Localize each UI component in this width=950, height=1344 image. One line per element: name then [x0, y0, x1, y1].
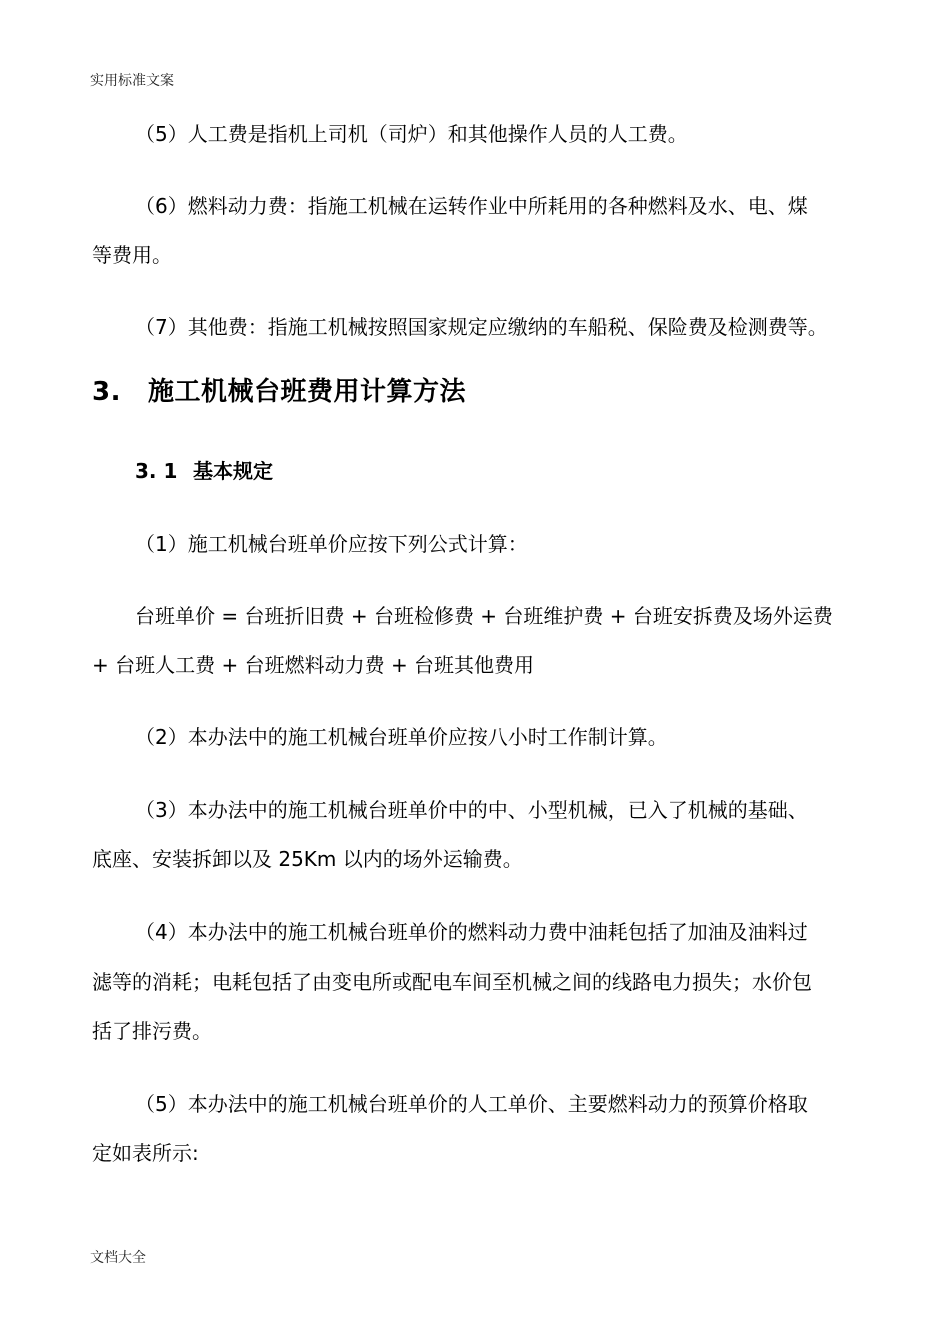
rule-2-eight-hour: （2）本办法中的施工机械台班单价应按八小时工作制计算。: [135, 725, 668, 749]
formula-line1: 台班单价 = 台班折旧费 + 台班检修费 + 台班维护费 + 台班安拆费及场外运费: [135, 604, 833, 628]
page-footer: 文档大全: [90, 1250, 146, 1266]
paragraph-labor-cost: （5）人工费是指机上司机（司炉）和其他操作人员的人工费。: [135, 122, 688, 146]
paragraph-other-cost: （7）其他费：指施工机械按照国家规定应缴纳的车船税、保险费及检测费等。: [135, 315, 828, 339]
section-number: 3.: [92, 377, 121, 407]
rule-5-line2: 定如表所示:: [92, 1141, 199, 1165]
section-heading: [92, 372, 466, 412]
rule-4-line1: （4）本办法中的施工机械台班单价的燃料动力费中油耗包括了加油及油料过: [135, 920, 808, 944]
formula-line2: + 台班人工费 + 台班燃料动力费 + 台班其他费用: [92, 653, 535, 677]
rule-5-line1: （5）本办法中的施工机械台班单价的人工单价、主要燃料动力的预算价格取: [135, 1092, 808, 1116]
rule-4-line2: 滤等的消耗；电耗包括了由变电所或配电车间至机械之间的线路电力损失；水价包: [92, 970, 812, 994]
page-header: 实用标准文案: [90, 73, 174, 89]
paragraph-fuel-cost-line2: 等费用。: [92, 243, 172, 267]
rule-3-line1: （3）本办法中的施工机械台班单价中的中、小型机械，已入了机械的基础、: [135, 798, 808, 822]
rule-3-line2: 底座、安装拆卸以及 25Km 以内的场外运输费。: [92, 847, 523, 871]
paragraph-fuel-cost-line1: （6）燃料动力费：指施工机械在运转作业中所耗用的各种燃料及水、电、煤: [135, 194, 808, 218]
subsection-number: 3. 1: [135, 459, 178, 483]
subsection-title: 基本规定: [193, 459, 273, 483]
subsection-heading: [135, 456, 273, 486]
section-title: 施工机械台班费用计算方法: [148, 377, 467, 407]
rule-4-line3: 括了排污费。: [92, 1019, 212, 1043]
rule-1-formula-intro: （1）施工机械台班单价应按下列公式计算：: [135, 532, 528, 556]
